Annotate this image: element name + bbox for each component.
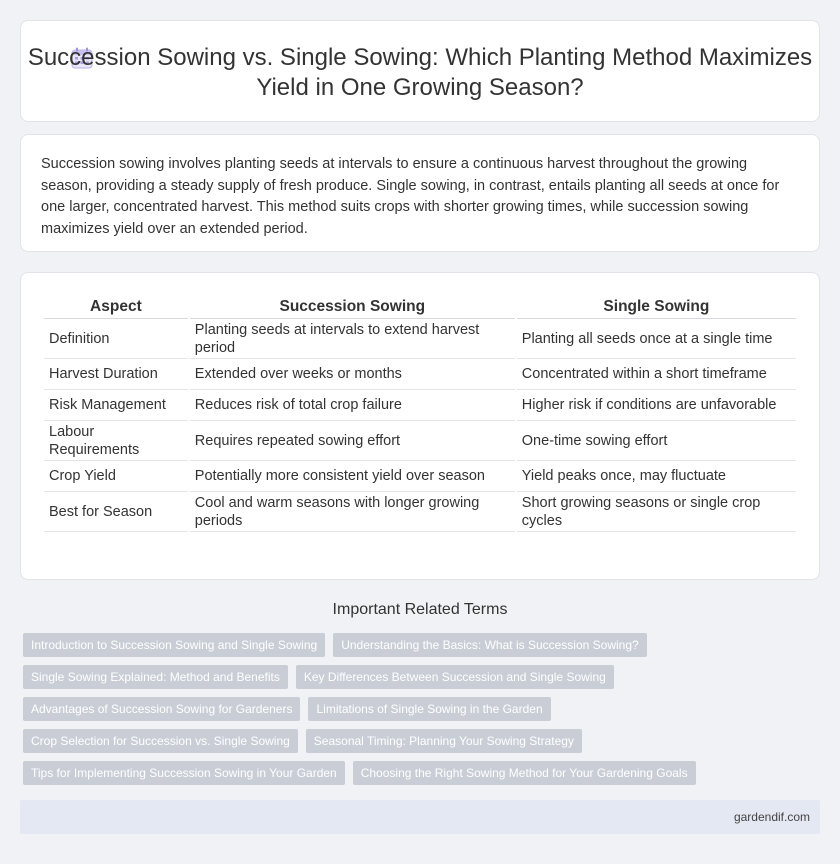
table-row <box>44 359 796 390</box>
footer-site-link[interactable]: gardendif.com <box>733 810 810 824</box>
header-card <box>20 20 820 122</box>
comparison-table <box>42 295 798 532</box>
table-cell: Cool and warm seasons with longer growing periods <box>190 492 515 532</box>
header-aspect: Aspect <box>44 295 188 319</box>
table-row <box>44 421 796 461</box>
related-term-link[interactable]: Crop Selection for Succession vs. Single Sowing <box>23 729 298 753</box>
related-term-link[interactable]: Introduction to Succession Sowing and Single Sowing <box>23 633 325 657</box>
header-succession: Succession Sowing <box>190 295 515 319</box>
related-term-link[interactable]: Choosing the Right Sowing Method for Your Gardening Goals <box>353 761 696 785</box>
related-term-link[interactable]: Limitations of Single Sowing in the Garden <box>308 697 550 721</box>
related-term-link[interactable]: Seasonal Timing: Planning Your Sowing Strategy <box>306 729 582 753</box>
header-single: Single Sowing <box>517 295 796 319</box>
related-term-link[interactable]: Key Differences Between Succession and Single Sowing <box>296 665 614 689</box>
table-cell: Definition <box>44 319 188 359</box>
intro-paragraph: Succession sowing involves planting seeds at intervals to ensure a continuous harvest throughout the growing season, providing a steady supply of fresh produce. Single sowing, in contrast, entails planting all seeds at once for one larger, concentrated harvest. This method suits crops with shorter growing times, while succession sowing maximizes yield over an extended period. <box>41 156 780 237</box>
page-title: Succession Sowing vs. Single Sowing: Which Planting Method Maximizes Yield in One Growing Season? <box>27 44 813 101</box>
comparison-card <box>20 272 820 580</box>
table-cell: Planting all seeds once at a single time <box>517 319 796 359</box>
table-cell: Concentrated within a short timeframe <box>517 359 796 390</box>
table-row <box>44 461 796 492</box>
related-terms-list <box>23 633 823 793</box>
table-cell: Potentially more consistent yield over season <box>190 461 515 492</box>
table-header-row <box>44 295 796 319</box>
table-row <box>44 390 796 421</box>
table-cell: Risk Management <box>44 390 188 421</box>
intro-card <box>20 134 820 252</box>
table-cell: Best for Season <box>44 492 188 532</box>
table-cell: Extended over weeks or months <box>190 359 515 390</box>
footer <box>20 800 820 834</box>
table-cell: Labour Requirements <box>44 421 188 461</box>
related-terms-title: Important Related Terms <box>332 601 508 618</box>
table-cell: Requires repeated sowing effort <box>190 421 515 461</box>
related-term-link[interactable]: Advantages of Succession Sowing for Gardeners <box>23 697 300 721</box>
table-row <box>44 319 796 359</box>
table-cell: Higher risk if conditions are unfavorable <box>517 390 796 421</box>
table-cell: Reduces risk of total crop failure <box>190 390 515 421</box>
table-cell: Yield peaks once, may fluctuate <box>517 461 796 492</box>
table-cell: Planting seeds at intervals to extend harvest period <box>190 319 515 359</box>
table-cell: Short growing seasons or single crop cycles <box>517 492 796 532</box>
related-term-link[interactable]: Understanding the Basics: What is Succession Sowing? <box>333 633 647 657</box>
table-row <box>44 492 796 532</box>
related-term-link[interactable]: Tips for Implementing Succession Sowing in Your Garden <box>23 761 345 785</box>
table-cell: Harvest Duration <box>44 359 188 390</box>
table-cell: Crop Yield <box>44 461 188 492</box>
related-term-link[interactable]: Single Sowing Explained: Method and Benefits <box>23 665 288 689</box>
table-cell: One-time sowing effort <box>517 421 796 461</box>
